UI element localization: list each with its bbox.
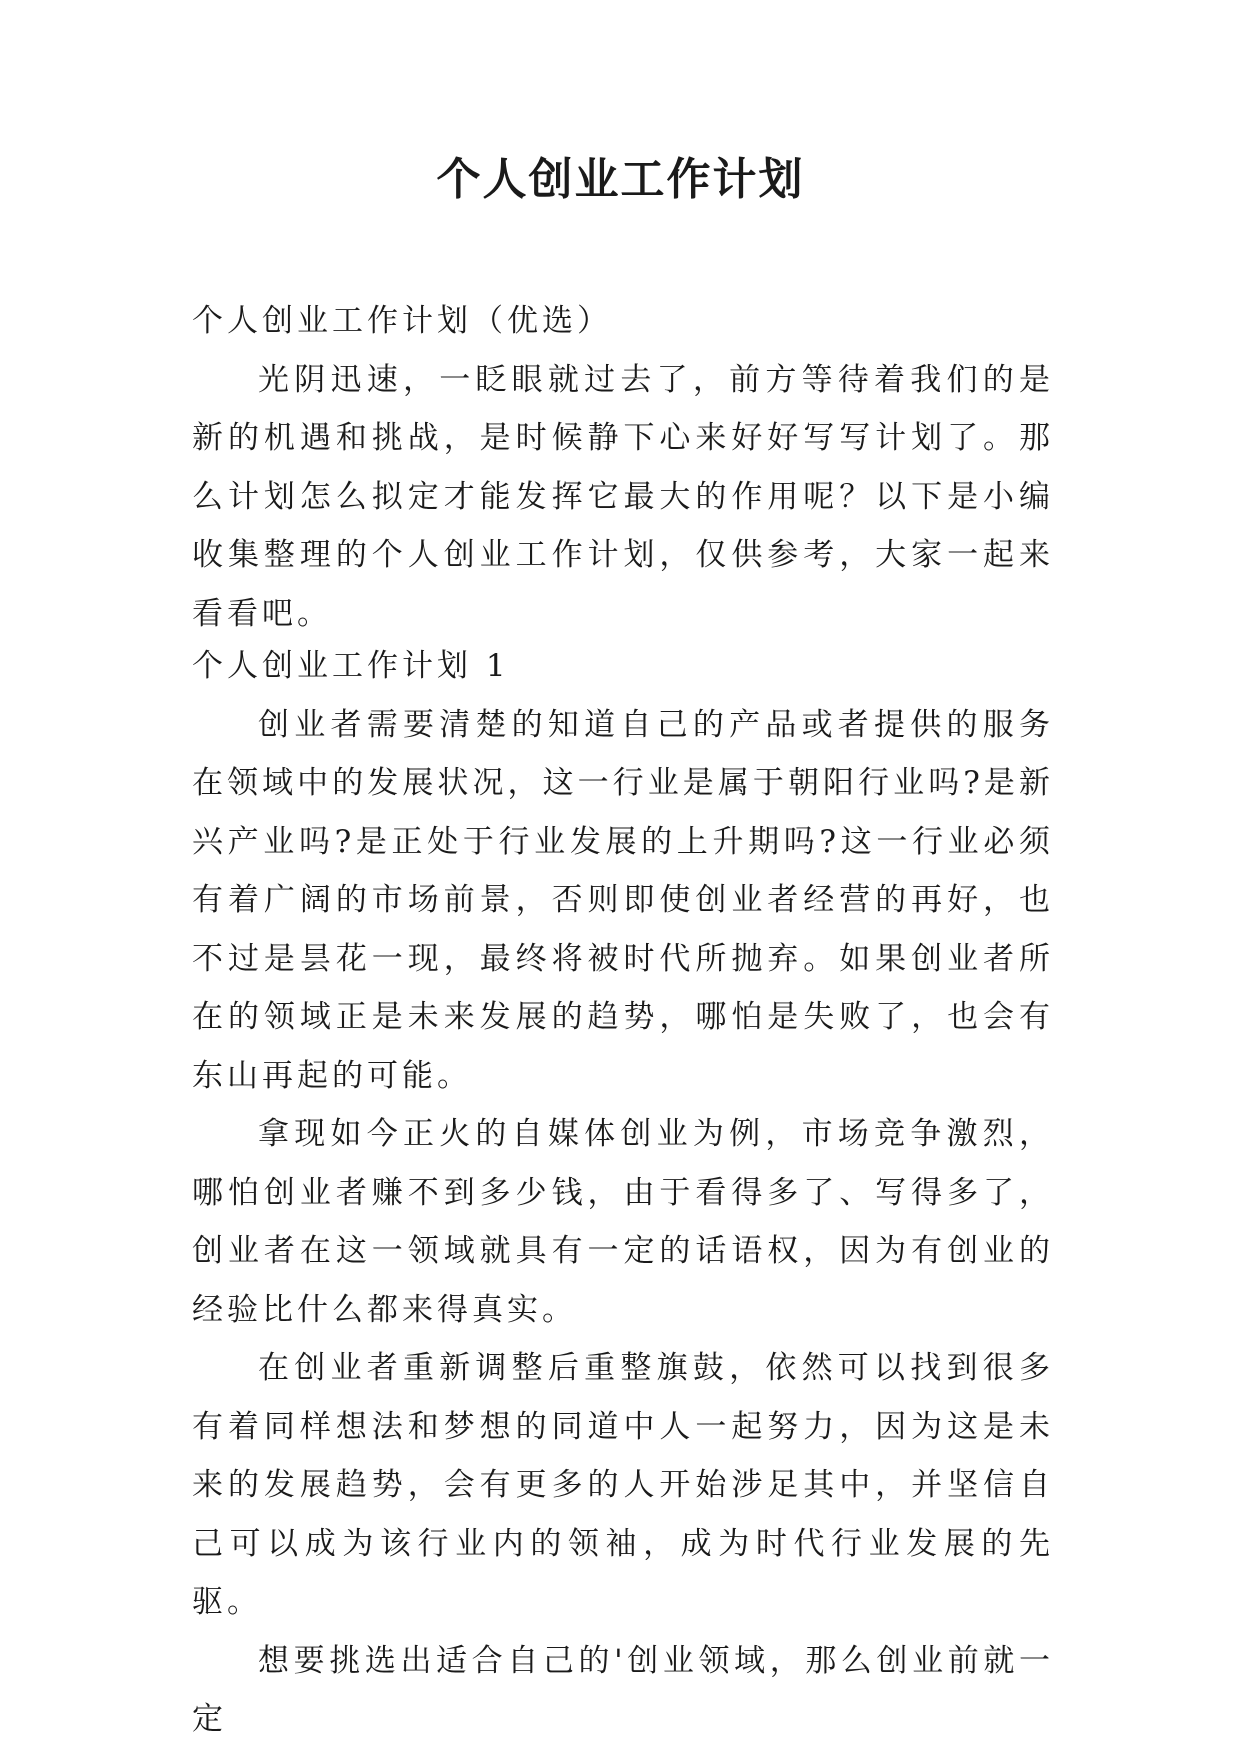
- page-title: 个人创业工作计划: [436, 154, 805, 205]
- section-heading-1: 个人创业工作计划 1: [192, 648, 510, 684]
- section-1-paragraph-4: 想要挑选出适合自己的'创业领域，那么创业前就一定: [192, 1642, 1054, 1737]
- section-1-paragraph-1: 创业者需要清楚的知道自己的产品或者提供的服务在领域中的发展状况，这一行业是属于朝阳行业吗?是新兴产业吗?是正处于行业发展的上升期吗?这一行业必须有着广阔的市场前景，否则即使创业者经营的再好，也不过是昙花一现，最终将被时代所抛弃。如果创业者所在的领域正是未来发展的趋势，哪怕是失败了，也会有东山再起的可能。: [192, 706, 1054, 1094]
- intro-paragraph: 光阴迅速，一眨眼就过去了，前方等待着我们的是新的机遇和挑战，是时候静下心来好好写写计划了。那么计划怎么拟定才能发挥它最大的作用呢？以下是小编收集整理的个人创业工作计划，仅供参考，大家一起来看看吧。: [192, 361, 1054, 632]
- intro-section: [192, 292, 1054, 643]
- section-heading-intro: 个人创业工作计划（优选）: [192, 303, 612, 339]
- section-1-paragraph-3: 在创业者重新调整后重整旗鼓，依然可以找到很多有着同样想法和梦想的同道中人一起努力，因为这是未来的发展趋势，会有更多的人开始涉足其中，并坚信自己可以成为该行业内的领袖，成为时代行业发展的先驱。: [192, 1350, 1054, 1620]
- section-1: [192, 637, 1054, 1749]
- section-1-paragraph-2: 拿现如今正火的自媒体创业为例，市场竞争激烈，哪怕创业者赚不到多少钱，由于看得多了、写得多了，创业者在这一领域就具有一定的话语权，因为有创业的经验比什么都来得真实。: [192, 1116, 1054, 1328]
